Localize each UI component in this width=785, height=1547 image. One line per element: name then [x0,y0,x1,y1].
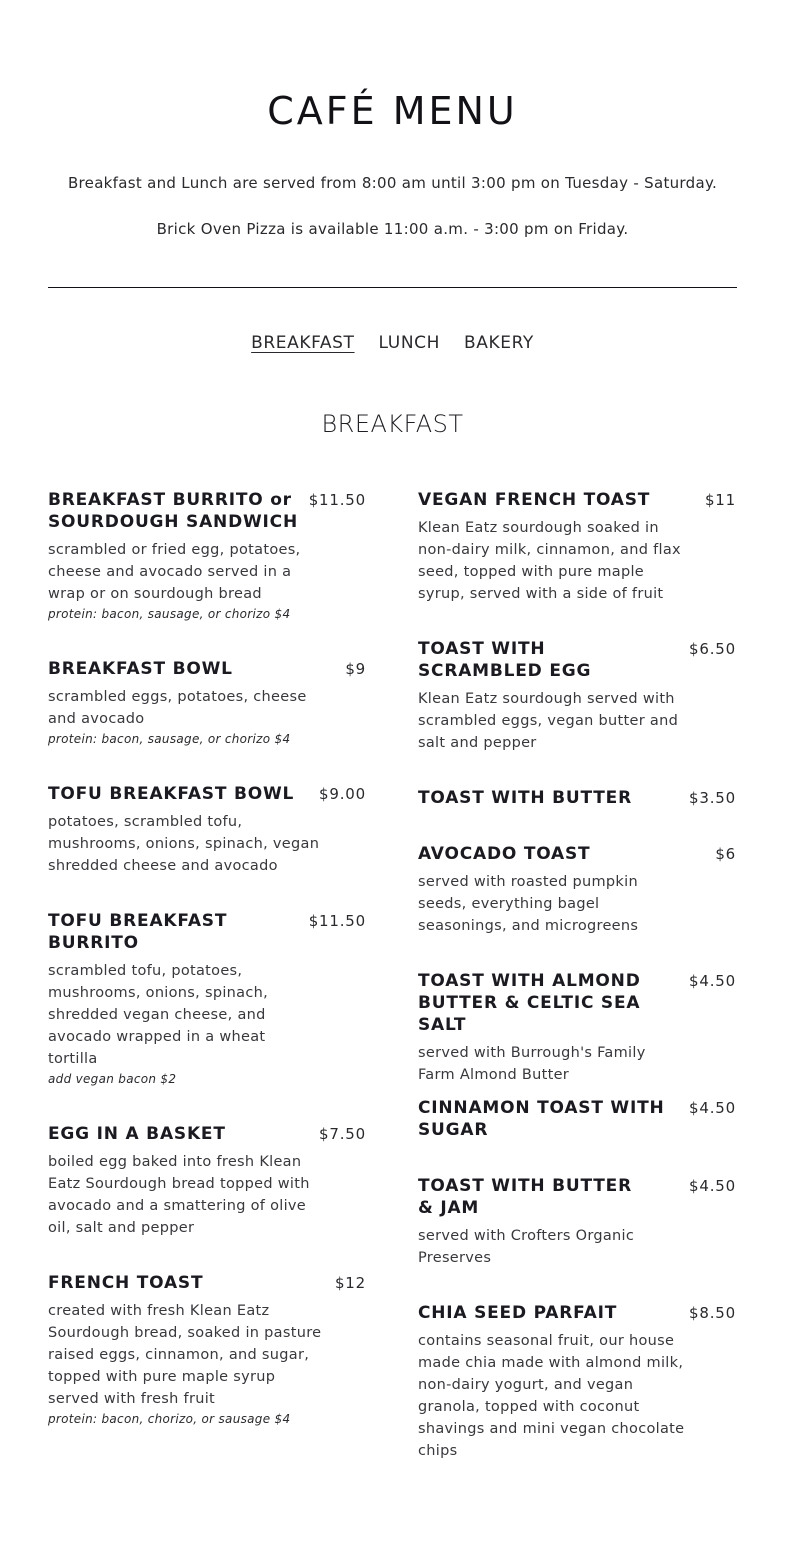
item-description: contains seasonal fruit, our house made chia made with almond milk, non-dairy yogurt, and vegan granola, topped with coconut shavings and mini vegan chocolate chips [418,1333,685,1459]
item-price: $9.00 [319,785,366,803]
item-description: scrambled eggs, potatoes, cheese and avocado [48,689,307,727]
item-price: $11.50 [308,912,366,930]
menu-item-toast-with-butter [418,787,736,809]
tab-lunch[interactable]: LUNCH [378,333,440,353]
menu-item-tofu-breakfast-burrito [48,910,366,1088]
menu-item-french-toast [48,1272,366,1428]
item-description: potatoes, scrambled tofu, mushrooms, onions, spinach, vegan shredded cheese and avocado [48,814,320,874]
menu-item-toast-with-almond-butter [418,970,736,1086]
item-description: Klean Eatz sourdough soaked in non-dairy milk, cinnamon, and flax seed, topped with pure maple syrup, served with a side of fruit [418,520,681,602]
header-divider [48,287,737,288]
pizza-hours-text: Brick Oven Pizza is available 11:00 a.m. - 3:00 pm on Friday. [156,220,629,238]
item-description: scrambled tofu, potatoes, mushrooms, onions, spinach, shredded vegan cheese, and avocado wrapped in a wheat tortilla [48,963,268,1067]
menu-tabs [0,331,785,355]
item-description: served with Burrough's Family Farm Almond Butter [418,1045,646,1083]
item-name: VEGAN FRENCH TOAST [418,490,651,510]
item-name: TOAST WITH SCRAMBLED EGG [418,639,592,681]
item-price: $6.50 [689,640,736,658]
item-description: boiled egg baked into fresh Klean Eatz Sourdough bread topped with avocado and a smattering of olive oil, salt and pepper [48,1154,310,1236]
section-title: BREAKFAST [321,410,464,438]
item-price: $4.50 [689,1177,736,1195]
menu-item-avocado-toast [418,843,736,937]
item-note: add vegan bacon $2 [48,1072,177,1086]
menu-item-tofu-breakfast-bowl [48,783,366,877]
item-price: $11.50 [308,491,366,509]
hours-text: Breakfast and Lunch are served from 8:00 am until 3:00 pm on Tuesday - Saturday. [67,174,718,192]
item-name: FRENCH TOAST [48,1273,204,1293]
item-price: $4.50 [689,1099,736,1117]
item-name: CINNAMON TOAST WITH SUGAR [418,1098,665,1140]
item-name: TOAST WITH BUTTER & JAM [418,1176,632,1218]
item-name: TOAST WITH BUTTER [418,788,632,808]
item-price: $3.50 [689,789,736,807]
menu-item-vegan-french-toast [418,489,736,605]
item-price: $4.50 [689,972,736,990]
tab-breakfast[interactable]: BREAKFAST [251,333,355,353]
item-description: scrambled or fried egg, potatoes, cheese and avocado served in a wrap or on sourdough bread [48,542,301,602]
item-note: protein: bacon, chorizo, or sausage $4 [48,1412,291,1426]
item-price: $11 [704,491,736,509]
item-name: TOAST WITH ALMOND BUTTER & CELTIC SEA SALT [418,971,641,1035]
item-name: TOFU BREAKFAST BOWL [48,784,295,804]
item-name: CHIA SEED PARFAIT [418,1303,618,1323]
item-note: protein: bacon, sausage, or chorizo $4 [48,732,291,746]
item-name: EGG IN A BASKET [48,1124,226,1144]
item-note: protein: bacon, sausage, or chorizo $4 [48,607,291,621]
menu-item-chia-seed-parfait [418,1302,736,1462]
page-title: CAFÉ MENU [267,89,518,133]
item-name: TOFU BREAKFAST BURRITO [48,911,228,953]
menu-item-toast-with-butter-and-jam [418,1175,736,1269]
item-description: served with roasted pumpkin seeds, everything bagel seasonings, and microgreens [418,874,639,934]
item-description: created with fresh Klean Eatz Sourdough bread, soaked in pasture raised eggs, cinnamon, and sugar, topped with pure maple syrup served with fresh fruit [48,1303,322,1407]
tab-bakery[interactable]: BAKERY [463,333,534,353]
item-price: $12 [334,1274,366,1292]
menu-item-breakfast-burrito [48,489,366,623]
item-price: $9 [345,660,366,678]
item-description: Klean Eatz sourdough served with scrambled eggs, vegan butter and salt and pepper [418,691,679,751]
item-name: BREAKFAST BURRITO or SOURDOUGH SANDWICH [48,490,298,532]
menu-item-egg-in-a-basket [48,1123,366,1239]
menu-item-breakfast-bowl [48,658,366,748]
item-price: $7.50 [319,1125,366,1143]
item-description: served with Crofters Organic Preserves [418,1228,635,1266]
menu-item-cinnamon-toast-with-sugar [418,1097,736,1141]
item-price: $8.50 [689,1304,736,1322]
item-name: AVOCADO TOAST [418,844,591,864]
menu-item-toast-with-scrambled-egg [418,638,736,754]
item-price: $6 [715,845,736,863]
item-name: BREAKFAST BOWL [48,659,233,679]
